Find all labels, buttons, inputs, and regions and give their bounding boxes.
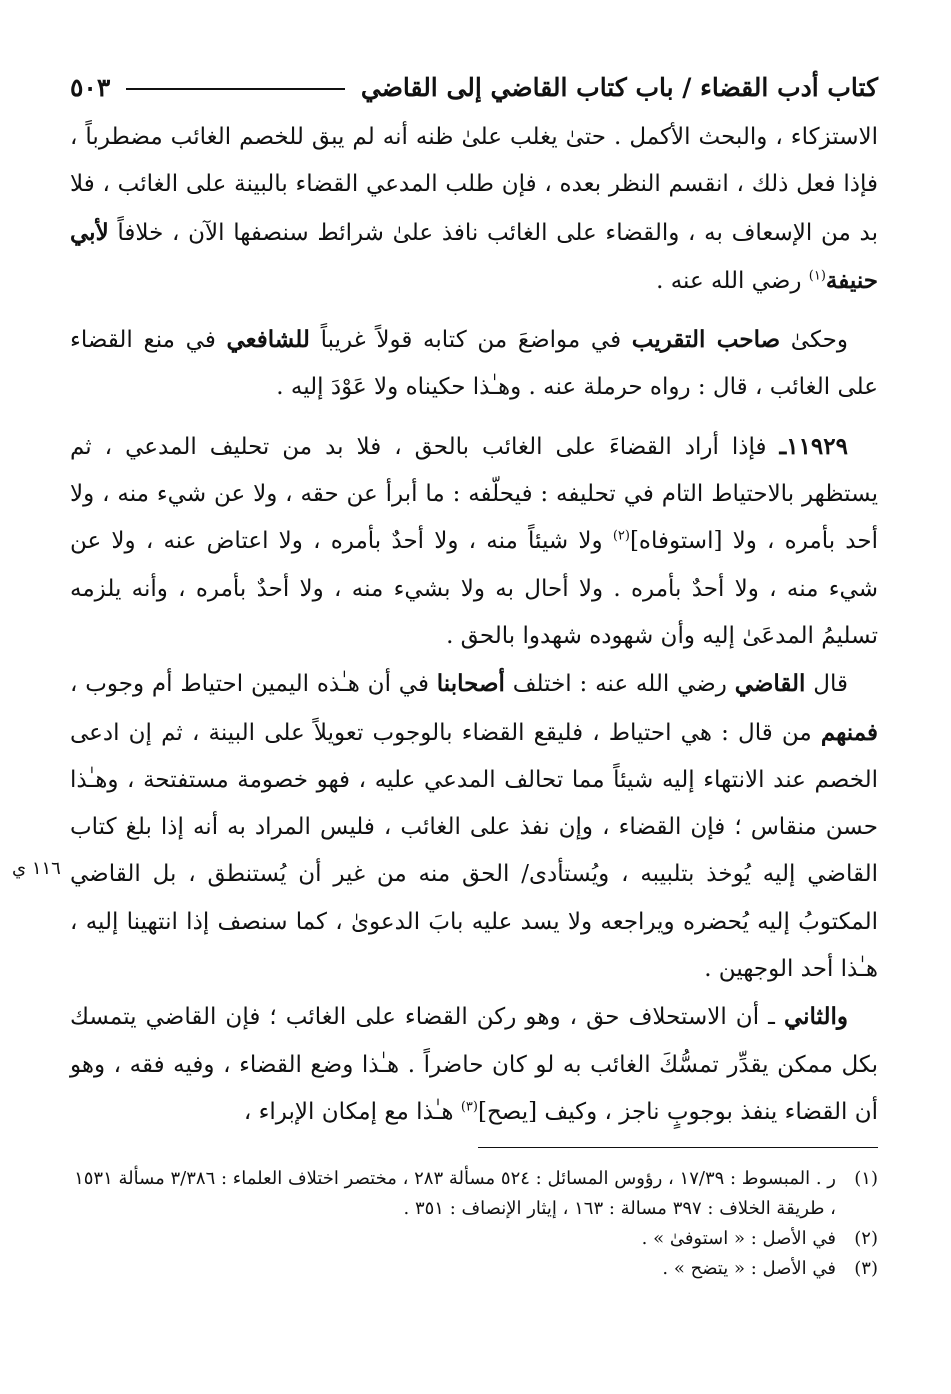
paragraph-5 <box>70 993 878 1136</box>
text-run: في مواضعَ من كتابه قولاً غريباً <box>309 327 632 354</box>
text-run: في منع القضاء على الغائب ، قال : رواه حرملة عنه . وهـٰذا حكيناه ولا عَوْدَ إليه . <box>70 327 878 401</box>
bold-term: صاحب التقريب <box>631 326 781 354</box>
header-rule <box>126 88 345 90</box>
bold-term: للشافعي <box>226 326 310 354</box>
footnote-ref: (٢) <box>612 528 630 544</box>
footnote-text: في الأصل : « يتضح » . <box>662 1258 836 1279</box>
page-body <box>70 60 878 1136</box>
text-run: ولا شيئاً منه ، ولا أحدٌ بأمره ، ولا اعتاض عنه ، ولا عن شيء منه ، ولا أحدٌ بأمره . ولا أحال به ولا بشيء منه ، ولا أحدٌ بأمره ، وأنه يلزمه تسليمُ المدعَىٰ إليه وأن شهوده شهدوا بالحق . <box>70 528 878 649</box>
header-title: كتاب أدب القضاء / باب كتاب القاضي إلى القاضي <box>360 72 878 102</box>
footnotes <box>70 1164 878 1284</box>
text-run: فإذا أراد القضاءَ على الغائب بالحق ، فلا بد من تحليف المدعي ، ثم يستظهر بالاحتياط التام في تحليفه : فيحلّفه : ما أبرأ عن حقه ، ولا عن شيء منه ، ولا أحد بأمره ، ولا [استوفاه] <box>70 433 878 555</box>
footnote-text: في الأصل : « استوفىٰ » . <box>641 1228 836 1249</box>
bold-term: فمنهم <box>820 718 878 746</box>
margin-folio-note: ١١٦ ي <box>12 858 61 879</box>
footnote-3 <box>70 1254 878 1284</box>
text-run: وحكىٰ <box>780 327 849 354</box>
footnote-number: (٢) <box>854 1228 878 1249</box>
bold-term: ١١٩٢٩ـ <box>779 432 848 460</box>
footnote-1 <box>70 1164 878 1224</box>
footnote-text: ر . المبسوط : ١٧/٣٩ ، رؤوس المسائل : ٥٢٤ مسألة ٢٨٣ ، مختصر اختلاف العلماء : ٣/٣٨٦ مسألة ١٥٣١ ، طريقة الخلاف : ٣٩٧ مسالة : ١٦٣ ، إيثار الإنصاف : ٣٥١ . <box>74 1168 836 1219</box>
paragraph-4 <box>70 660 878 993</box>
bold-term: والثاني <box>783 1003 848 1031</box>
text-run: في أن هـٰذه اليمين احتياط أم وجوب ، <box>70 671 437 698</box>
text-run: هـٰذا مع إمكان الإبراء ، <box>243 1098 461 1125</box>
footnote-rule <box>478 1147 878 1148</box>
text-run: رضي الله عنه . <box>656 267 809 294</box>
bold-term: لأبي حنيفة <box>70 218 878 294</box>
text-run: الاستزكاء ، والبحث الأكمل . حتىٰ يغلب علىٰ ظنه أنه لم يبق للخصم الغائب مضطرباً ، فإذا فعل ذلك ، انقسم النظر بعده ، فإن طلب المدعي القضاء بالبينة على الغائب ، فلا بد من الإسعاف به ، والقضاء على الغائب نافذ علىٰ شرائط سنصفها الآن ، خلافاً <box>70 124 878 246</box>
paragraph-1 <box>70 114 878 305</box>
footnote-number: (٣) <box>854 1258 878 1279</box>
text-run: رضي الله عنه : اختلف <box>504 671 735 698</box>
paragraph-3-issue-11929 <box>70 423 878 660</box>
text-run: قال <box>805 671 848 698</box>
bold-term: أصحابنا <box>436 670 505 698</box>
footnote-number: (١) <box>854 1168 878 1189</box>
footnote-ref: (٣) <box>460 1099 478 1115</box>
paragraph-2 <box>70 316 878 412</box>
footnote-ref: (١) <box>808 268 826 284</box>
page-number: ٥٠٣ <box>70 72 111 102</box>
footnote-2 <box>70 1224 878 1254</box>
text-run: من قال : هي احتياط ، فليقع القضاء بالوجوب تعويلاً على البينة ، ثم إن ادعى الخصم عند الانتهاء إليه شيئاً مما تحالف المدعي عليه ، فهو خصومة مستفتحة ، وهـٰذا حسن منقاس ؛ فإن القضاء ، وإن نفذ على الغائب ، فليس المراد به أنه إذا بلغ كتاب القاضي إليه يُوخذ بتلبيبه ، ويُستأدى/ الحق منه من غير أن يُستنطق ، بل القاضي المكتوبُ إليه يُحضره ويراجعه ولا يسد عليه بابَ الدعوىٰ ، كما سنصف إذا انتهينا إليه ، هـٰذا أحد الوجهين . <box>70 719 878 983</box>
text-run: ـ أن الاستحلاف حق ، وهو ركن القضاء على الغائب ؛ فإن القاضي يتمسك بكل ممكن يقدِّر تمسُّكَ الغائب به لو كان حاضراً . هـٰذا وضع القضاء ، وفيه فقه ، وهو أن القضاء ينفذ بوجوبٍ ناجز ، وكيف [يصح] <box>70 1004 878 1125</box>
bold-term: القاضي <box>734 670 806 698</box>
running-header <box>70 60 878 114</box>
